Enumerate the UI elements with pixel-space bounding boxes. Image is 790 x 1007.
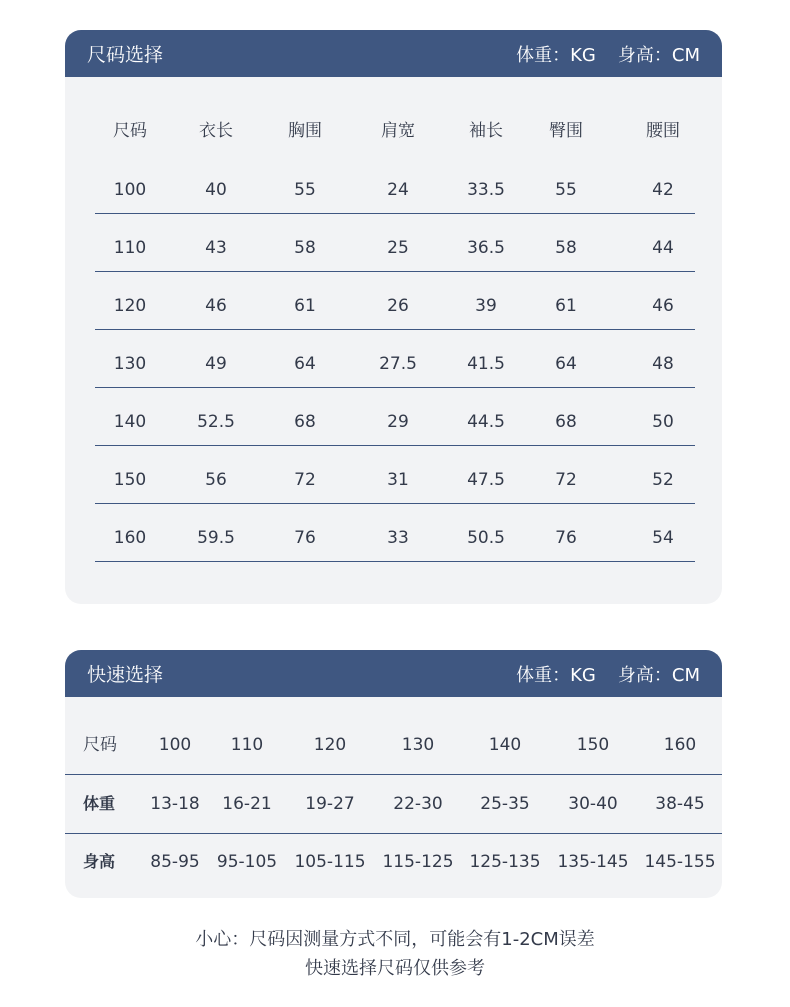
unit-legend [516, 661, 700, 687]
size-table-header [95, 116, 695, 146]
table-cell: 46 [652, 296, 674, 316]
table-cell: 44.5 [467, 412, 505, 432]
column-header: 臀围 [549, 121, 583, 141]
table-cell: 33.5 [467, 180, 505, 200]
weight-unit: 体重：KG [516, 44, 596, 66]
quick-height-cell: 95-105 [216, 852, 278, 872]
size-chart-header [65, 30, 722, 77]
table-cell: 46 [205, 296, 227, 316]
table-cell: 50 [652, 412, 674, 432]
table-cell: 120 [113, 296, 147, 316]
quick-weight-cell: 25-35 [480, 794, 530, 814]
column-header: 肩宽 [381, 121, 415, 141]
quick-height-cell: 115-125 [382, 852, 454, 872]
table-row [95, 465, 695, 504]
table-row [95, 291, 695, 330]
unit-legend [516, 41, 700, 67]
quick-size-cell: 140 [488, 735, 522, 755]
quick-select-title: 快速选择 [87, 664, 164, 686]
quick-size-cell: 110 [230, 735, 264, 755]
column-header: 腰围 [646, 121, 680, 141]
table-row [95, 175, 695, 214]
size-chart-title: 尺码选择 [87, 44, 164, 66]
table-cell: 76 [555, 528, 577, 548]
table-cell: 130 [113, 354, 147, 374]
table-cell: 52.5 [197, 412, 235, 432]
size-chart-card [65, 30, 722, 604]
quick-weight-label: 体重 [83, 794, 116, 813]
table-cell: 72 [555, 470, 577, 490]
table-row [95, 407, 695, 446]
table-cell: 43 [205, 238, 227, 258]
table-cell: 40 [205, 180, 227, 200]
table-cell: 39 [475, 296, 497, 316]
quick-weight-cell: 16-21 [222, 794, 272, 814]
table-cell: 47.5 [467, 470, 505, 490]
quick-select-card [65, 650, 722, 898]
weight-unit: 体重：KG [516, 664, 596, 686]
column-header: 尺码 [113, 121, 147, 141]
height-unit: 身高：CM [617, 664, 700, 686]
table-cell: 27.5 [379, 354, 417, 374]
quick-weight-cell: 13-18 [150, 794, 200, 814]
table-cell: 26 [387, 296, 409, 316]
table-cell: 55 [294, 180, 316, 200]
quick-height-cell: 145-155 [644, 852, 716, 872]
column-header: 袖长 [469, 121, 503, 141]
quick-weight-cell: 22-30 [393, 794, 443, 814]
quick-weight-cell: 30-40 [568, 794, 618, 814]
quick-weight-row [65, 775, 722, 834]
reference-note: 快速选择尺码仅供参考 [305, 958, 485, 979]
column-header: 胸围 [288, 121, 322, 141]
quick-height-cell: 105-115 [294, 852, 366, 872]
table-cell: 48 [652, 354, 674, 374]
quick-weight-cell: 19-27 [305, 794, 355, 814]
height-unit: 身高：CM [617, 44, 700, 66]
table-cell: 25 [387, 238, 409, 258]
table-cell: 58 [555, 238, 577, 258]
table-cell: 59.5 [197, 528, 235, 548]
quick-height-cell: 135-145 [557, 852, 629, 872]
table-cell: 56 [205, 470, 227, 490]
quick-size-cell: 150 [576, 735, 610, 755]
quick-size-cell: 130 [401, 735, 435, 755]
table-cell: 33 [387, 528, 409, 548]
table-cell: 68 [294, 412, 316, 432]
quick-height-label: 身高 [83, 852, 116, 871]
table-cell: 31 [387, 470, 409, 490]
quick-size-cell: 120 [313, 735, 347, 755]
table-cell: 24 [387, 180, 409, 200]
quick-height-cell: 85-95 [150, 852, 200, 872]
quick-size-cell: 100 [158, 735, 192, 755]
table-row [95, 233, 695, 272]
table-row [95, 523, 695, 562]
table-cell: 72 [294, 470, 316, 490]
quick-size-row [65, 716, 722, 775]
table-cell: 36.5 [467, 238, 505, 258]
table-cell: 29 [387, 412, 409, 432]
table-cell: 52 [652, 470, 674, 490]
table-cell: 49 [205, 354, 227, 374]
quick-size-cell: 160 [663, 735, 697, 755]
table-cell: 110 [113, 238, 147, 258]
table-cell: 64 [555, 354, 577, 374]
table-cell: 64 [294, 354, 316, 374]
table-cell: 61 [294, 296, 316, 316]
table-cell: 160 [113, 528, 147, 548]
table-cell: 44 [652, 238, 674, 258]
quick-height-row [65, 833, 722, 891]
table-cell: 61 [555, 296, 577, 316]
table-cell: 76 [294, 528, 316, 548]
table-cell: 50.5 [467, 528, 505, 548]
table-cell: 58 [294, 238, 316, 258]
table-cell: 41.5 [467, 354, 505, 374]
quick-select-header [65, 650, 722, 697]
table-cell: 100 [113, 180, 147, 200]
table-row [95, 349, 695, 388]
table-cell: 54 [652, 528, 674, 548]
column-header: 衣长 [199, 121, 233, 141]
quick-size-label: 尺码 [83, 735, 117, 755]
quick-height-cell: 125-135 [469, 852, 541, 872]
table-cell: 150 [113, 470, 147, 490]
table-cell: 42 [652, 180, 674, 200]
measurement-note: 小心：尺码因测量方式不同，可能会有1-2CM误差 [195, 929, 595, 950]
quick-weight-cell: 38-45 [655, 794, 705, 814]
table-cell: 140 [113, 412, 147, 432]
table-cell: 55 [555, 180, 577, 200]
table-cell: 68 [555, 412, 577, 432]
